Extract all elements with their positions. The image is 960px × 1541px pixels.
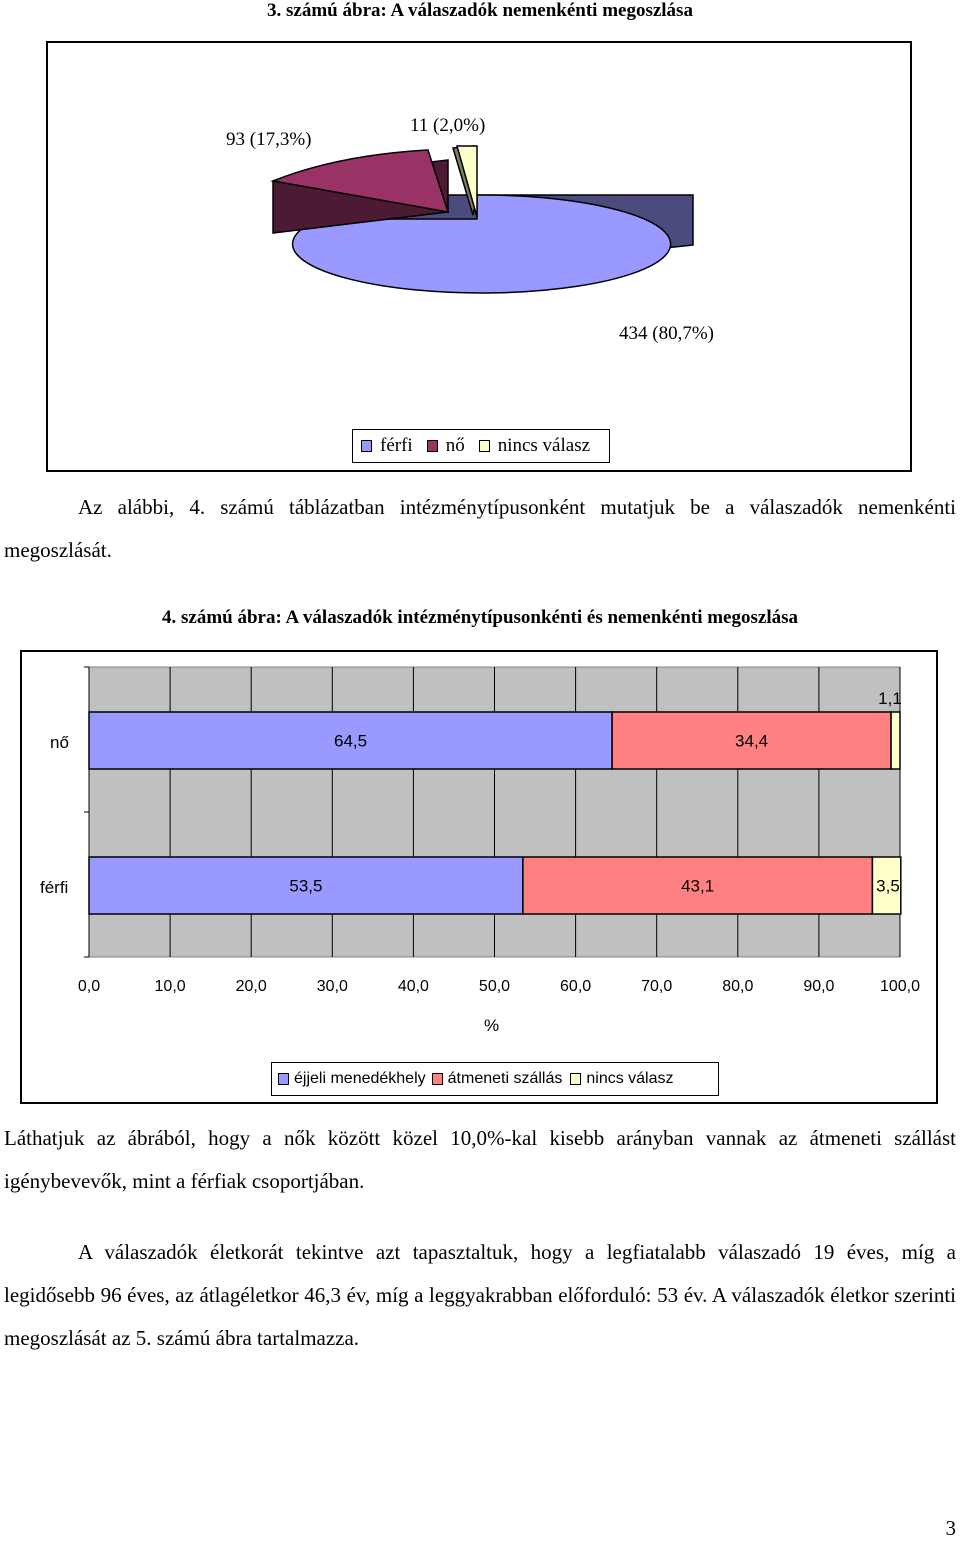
legend-item-ejjeli xyxy=(278,1070,426,1088)
legend-item-no xyxy=(427,435,465,457)
figure4-caption: 4. számú ábra: A válaszadók intézménytípusonkénti és nemenkénti megoszlása xyxy=(162,607,798,628)
figure3-chart-frame xyxy=(46,41,912,472)
legend-label-nincs: nincs válasz xyxy=(497,435,591,456)
data-label: 43,1 xyxy=(681,876,715,896)
legend-item-nincs-valasz xyxy=(570,1070,673,1088)
x-axis-label: % xyxy=(484,1016,500,1035)
pie-label-no: 93 (17,3%) xyxy=(226,129,312,150)
paragraph-2: Láthatjuk az ábrából, hogy a nők között közel 10,0%-kal kisebb arányban vannak az átmeneti szállást igénybevevők, mint a férfiak csoportjában. xyxy=(4,1126,956,1193)
paragraph-1 xyxy=(4,486,956,572)
x-tick-label: 30,0 xyxy=(316,978,348,995)
x-tick-label: 40,0 xyxy=(397,978,429,995)
legend-label-ejjeli: éjjeli menedékhely xyxy=(294,1070,426,1087)
figure4-chart-frame xyxy=(20,650,938,1104)
x-tick-label: 90,0 xyxy=(803,978,835,995)
data-label: 3,5 xyxy=(876,876,900,896)
x-tick-label: 80,0 xyxy=(722,978,754,995)
bar-segment xyxy=(891,712,900,769)
paragraph-3-text: A válaszadók életkorát tekintve azt tapasztaltuk, hogy a legfiatalabb válaszadó 19 éves, míg a legidősebb 96 éves, az átlagéletkor 46,3 év, míg a leggyakrabban előforduló: 53 év. A válaszadók életkor szerinti megoszlását az 5. számú ábra tartalmazza. xyxy=(4,1240,956,1350)
pie-label-ferfi: 434 (80,7%) xyxy=(619,323,714,344)
legend-item-nincs xyxy=(479,435,590,457)
x-tick-label: 0,0 xyxy=(77,978,101,995)
x-tick-label: 10,0 xyxy=(154,978,186,995)
figure3-legend xyxy=(352,429,610,463)
x-tick-label: 70,0 xyxy=(641,978,673,995)
legend-item-ferfi xyxy=(361,435,413,457)
category-label-no: nő xyxy=(50,733,69,752)
figure3-caption: 3. számú ábra: A válaszadók nemenkénti megoszlása xyxy=(267,0,693,21)
category-label-ferfi: férfi xyxy=(40,878,69,897)
paragraph-3 xyxy=(4,1231,956,1360)
x-tick-label: 20,0 xyxy=(235,978,267,995)
legend-label-no: nő xyxy=(445,435,465,456)
data-label: 64,5 xyxy=(334,731,368,751)
pie-chart xyxy=(48,43,910,470)
data-label: 34,4 xyxy=(735,731,769,751)
page-number: 3 xyxy=(945,1516,956,1540)
pie-label-nincs: 11 (2,0%) xyxy=(410,115,486,136)
legend-label-atmeneti: átmeneti szállás xyxy=(447,1070,563,1087)
legend-item-atmeneti xyxy=(432,1070,563,1088)
legend-label-nincs-valasz: nincs válasz xyxy=(586,1070,674,1087)
figure4-legend xyxy=(271,1062,719,1096)
x-tick-label: 50,0 xyxy=(478,978,511,995)
x-tick-label: 60,0 xyxy=(560,978,592,995)
data-label: 53,5 xyxy=(289,876,323,896)
data-label: 1,1 xyxy=(878,689,902,708)
x-tick-label: 100,0 xyxy=(879,978,921,995)
legend-label-ferfi: férfi xyxy=(380,435,413,456)
paragraph-1-text: Az alábbi, 4. számú táblázatban intézménytípusonként mutatjuk be a válaszadók nemenkénti megoszlását. xyxy=(4,495,956,562)
stacked-bar-chart xyxy=(22,652,936,1102)
